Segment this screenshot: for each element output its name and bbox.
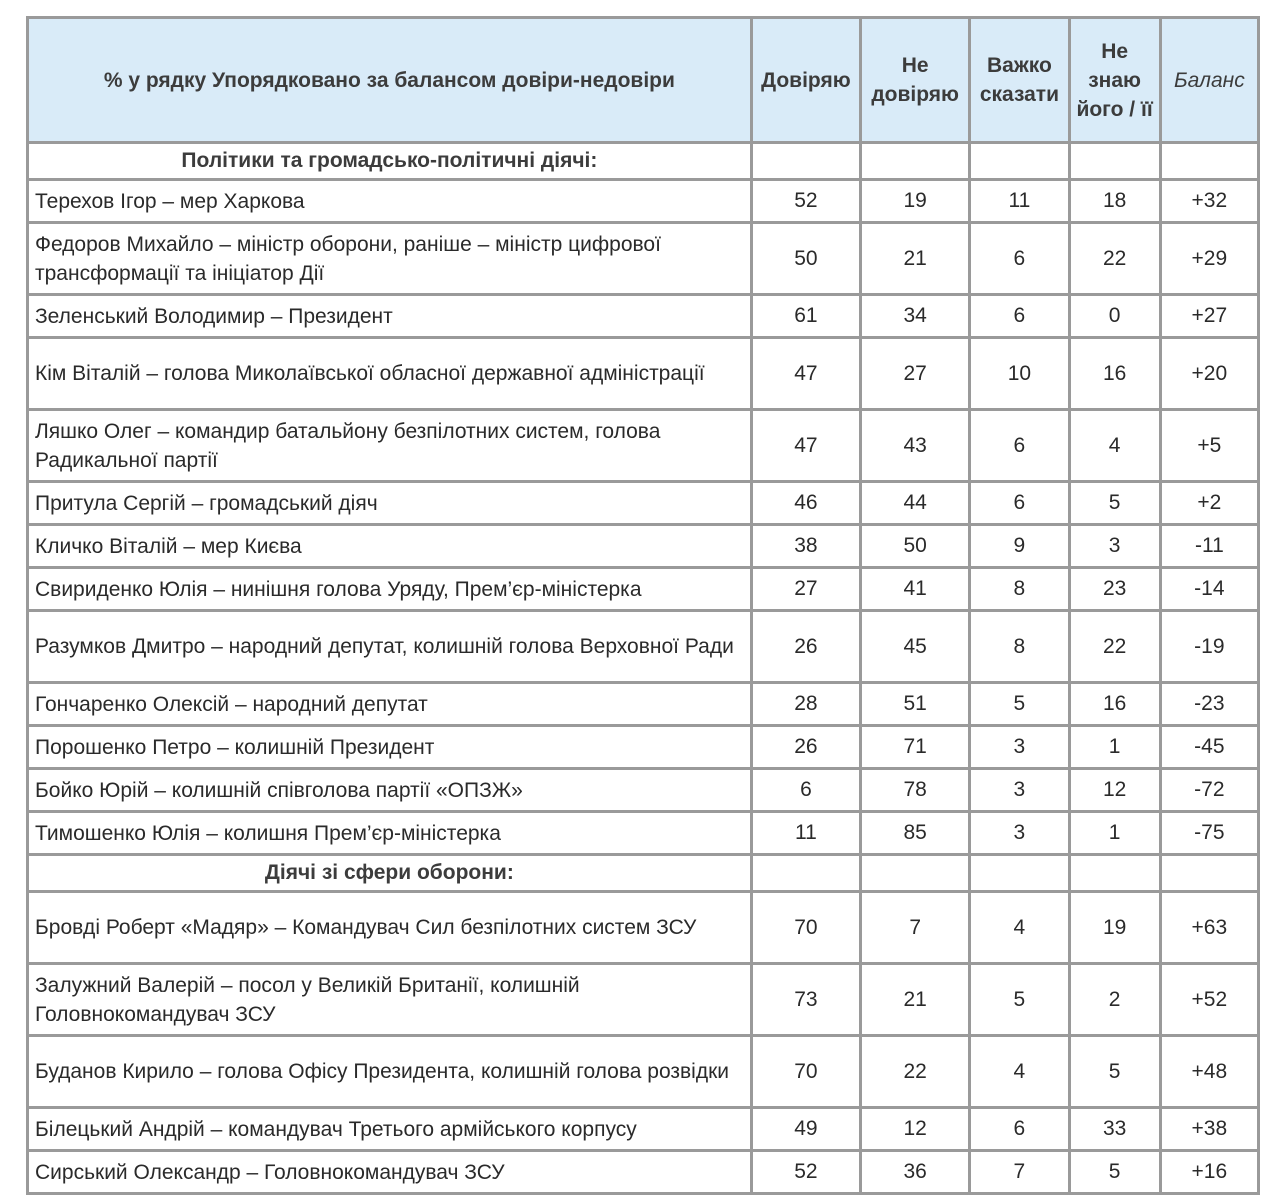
dont-know-cell: 19 <box>1071 893 1159 962</box>
table-row <box>29 893 1257 962</box>
dont-know-cell: 18 <box>1071 181 1159 221</box>
dont-know-header: Не знаю його / її <box>1071 19 1159 141</box>
table-row <box>29 339 1257 408</box>
dont-know-cell: 16 <box>1071 339 1159 408</box>
dont-know-cell: 5 <box>1071 483 1159 523</box>
distrust-cell: 21 <box>862 965 968 1034</box>
trust-cell: 49 <box>753 1109 859 1149</box>
distrust-cell: 71 <box>862 727 968 767</box>
dont-know-cell: 22 <box>1071 224 1159 293</box>
distrust-cell: 41 <box>862 569 968 609</box>
dont-know-cell: 1 <box>1071 813 1159 853</box>
balance-cell: -75 <box>1162 813 1257 853</box>
person-name-cell: Разумков Дмитро – народний депутат, колишній голова Верховної Ради <box>29 612 750 681</box>
dont-know-cell: 33 <box>1071 1109 1159 1149</box>
empty-cell <box>753 144 859 178</box>
balance-cell: -45 <box>1162 727 1257 767</box>
hard-to-say-cell: 8 <box>971 612 1067 681</box>
hard-to-say-cell: 5 <box>971 684 1067 724</box>
distrust-cell: 7 <box>862 893 968 962</box>
empty-cell <box>971 144 1067 178</box>
person-name-cell: Бойко Юрій – колишній співголова партії «ОПЗЖ» <box>29 770 750 810</box>
trust-cell: 28 <box>753 684 859 724</box>
hard-to-say-cell: 4 <box>971 893 1067 962</box>
section-title: Діячі зі сфери оборони: <box>29 856 750 890</box>
person-name-cell: Терехов Ігор – мер Харкова <box>29 181 750 221</box>
trust-cell: 47 <box>753 411 859 480</box>
person-name-cell: Білецький Андрій – командувач Третього армійського корпусу <box>29 1109 750 1149</box>
trust-cell: 26 <box>753 612 859 681</box>
balance-cell: +27 <box>1162 296 1257 336</box>
survey-table-container <box>26 16 1260 1195</box>
table-title-header: % у рядку Упорядковано за балансом довіри-недовіри <box>29 19 750 141</box>
hard-to-say-cell: 3 <box>971 727 1067 767</box>
dont-know-cell: 4 <box>1071 411 1159 480</box>
distrust-cell: 51 <box>862 684 968 724</box>
person-name-cell: Кличко Віталій – мер Києва <box>29 526 750 566</box>
balance-cell: +2 <box>1162 483 1257 523</box>
distrust-cell: 44 <box>862 483 968 523</box>
trust-header: Довіряю <box>753 19 859 141</box>
table-row <box>29 224 1257 293</box>
person-name-cell: Зеленський Володимир – Президент <box>29 296 750 336</box>
empty-cell <box>862 856 968 890</box>
person-name-cell: Порошенко Петро – колишній Президент <box>29 727 750 767</box>
hard-to-say-cell: 6 <box>971 483 1067 523</box>
person-name-cell: Ляшко Олег – командир батальйону безпілотних систем, голова Радикальної партії <box>29 411 750 480</box>
balance-cell: -19 <box>1162 612 1257 681</box>
distrust-cell: 19 <box>862 181 968 221</box>
hard-to-say-cell: 8 <box>971 569 1067 609</box>
trust-cell: 73 <box>753 965 859 1034</box>
hard-to-say-cell: 6 <box>971 411 1067 480</box>
hard-to-say-cell: 6 <box>971 1109 1067 1149</box>
table-row <box>29 296 1257 336</box>
dont-know-cell: 23 <box>1071 569 1159 609</box>
hard-to-say-cell: 6 <box>971 224 1067 293</box>
person-name-cell: Тимошенко Юлія – колишня Прем’єр-міністерка <box>29 813 750 853</box>
hard-to-say-cell: 9 <box>971 526 1067 566</box>
empty-cell <box>1071 856 1159 890</box>
table-row <box>29 526 1257 566</box>
distrust-cell: 36 <box>862 1152 968 1192</box>
table-row <box>29 813 1257 853</box>
distrust-cell: 21 <box>862 224 968 293</box>
table-body <box>29 144 1257 1192</box>
empty-cell <box>1162 856 1257 890</box>
table-row <box>29 612 1257 681</box>
trust-cell: 52 <box>753 1152 859 1192</box>
hard-to-say-header: Важко сказати <box>971 19 1067 141</box>
empty-cell <box>1071 144 1159 178</box>
distrust-cell: 85 <box>862 813 968 853</box>
balance-cell: -23 <box>1162 684 1257 724</box>
balance-cell: +20 <box>1162 339 1257 408</box>
header-row <box>29 19 1257 141</box>
table-row <box>29 1037 1257 1106</box>
table-row <box>29 181 1257 221</box>
distrust-cell: 34 <box>862 296 968 336</box>
table-row <box>29 411 1257 480</box>
table-row <box>29 1109 1257 1149</box>
balance-header: Баланс <box>1162 19 1257 141</box>
trust-cell: 6 <box>753 770 859 810</box>
empty-cell <box>862 144 968 178</box>
person-name-cell: Кім Віталій – голова Миколаївської обласної державної адміністрації <box>29 339 750 408</box>
trust-cell: 46 <box>753 483 859 523</box>
distrust-header: Не довіряю <box>862 19 968 141</box>
trust-cell: 50 <box>753 224 859 293</box>
distrust-cell: 50 <box>862 526 968 566</box>
trust-table <box>26 16 1260 1195</box>
balance-cell: +5 <box>1162 411 1257 480</box>
balance-cell: +32 <box>1162 181 1257 221</box>
balance-cell: -11 <box>1162 526 1257 566</box>
dont-know-cell: 0 <box>1071 296 1159 336</box>
table-row <box>29 965 1257 1034</box>
table-row <box>29 569 1257 609</box>
balance-cell: +16 <box>1162 1152 1257 1192</box>
distrust-cell: 22 <box>862 1037 968 1106</box>
dont-know-cell: 1 <box>1071 727 1159 767</box>
trust-cell: 70 <box>753 1037 859 1106</box>
person-name-cell: Федоров Михайло – міністр оборони, раніше – міністр цифрової трансформації та ініціатор Дії <box>29 224 750 293</box>
person-name-cell: Сирський Олександр – Головнокомандувач ЗСУ <box>29 1152 750 1192</box>
hard-to-say-cell: 5 <box>971 965 1067 1034</box>
balance-cell: +52 <box>1162 965 1257 1034</box>
trust-cell: 61 <box>753 296 859 336</box>
dont-know-cell: 5 <box>1071 1152 1159 1192</box>
person-name-cell: Свириденко Юлія – нинішня голова Уряду, Прем’єр-міністерка <box>29 569 750 609</box>
dont-know-cell: 22 <box>1071 612 1159 681</box>
section-row <box>29 856 1257 890</box>
distrust-cell: 27 <box>862 339 968 408</box>
dont-know-cell: 12 <box>1071 770 1159 810</box>
balance-cell: +38 <box>1162 1109 1257 1149</box>
dont-know-cell: 3 <box>1071 526 1159 566</box>
person-name-cell: Бровді Роберт «Мадяр» – Командувач Сил безпілотних систем ЗСУ <box>29 893 750 962</box>
section-row <box>29 144 1257 178</box>
trust-cell: 38 <box>753 526 859 566</box>
hard-to-say-cell: 11 <box>971 181 1067 221</box>
person-name-cell: Гончаренко Олексій – народний депутат <box>29 684 750 724</box>
dont-know-cell: 2 <box>1071 965 1159 1034</box>
person-name-cell: Притула Сергій – громадський діяч <box>29 483 750 523</box>
hard-to-say-cell: 7 <box>971 1152 1067 1192</box>
empty-cell <box>753 856 859 890</box>
table-row <box>29 770 1257 810</box>
trust-cell: 52 <box>753 181 859 221</box>
person-name-cell: Буданов Кирило – голова Офісу Президента, колишній голова розвідки <box>29 1037 750 1106</box>
balance-cell: +29 <box>1162 224 1257 293</box>
hard-to-say-cell: 6 <box>971 296 1067 336</box>
table-row <box>29 684 1257 724</box>
trust-cell: 11 <box>753 813 859 853</box>
trust-cell: 26 <box>753 727 859 767</box>
distrust-cell: 12 <box>862 1109 968 1149</box>
balance-cell: -14 <box>1162 569 1257 609</box>
section-title: Політики та громадсько-політичні діячі: <box>29 144 750 178</box>
trust-cell: 70 <box>753 893 859 962</box>
distrust-cell: 45 <box>862 612 968 681</box>
trust-cell: 27 <box>753 569 859 609</box>
table-row <box>29 727 1257 767</box>
table-row <box>29 483 1257 523</box>
dont-know-cell: 16 <box>1071 684 1159 724</box>
person-name-cell: Залужний Валерій – посол у Великій Британії, колишній Головнокомандувач ЗСУ <box>29 965 750 1034</box>
hard-to-say-cell: 10 <box>971 339 1067 408</box>
table-row <box>29 1152 1257 1192</box>
balance-cell: +63 <box>1162 893 1257 962</box>
dont-know-cell: 5 <box>1071 1037 1159 1106</box>
balance-cell: -72 <box>1162 770 1257 810</box>
balance-cell: +48 <box>1162 1037 1257 1106</box>
empty-cell <box>971 856 1067 890</box>
distrust-cell: 78 <box>862 770 968 810</box>
trust-cell: 47 <box>753 339 859 408</box>
distrust-cell: 43 <box>862 411 968 480</box>
empty-cell <box>1162 144 1257 178</box>
hard-to-say-cell: 3 <box>971 770 1067 810</box>
hard-to-say-cell: 3 <box>971 813 1067 853</box>
hard-to-say-cell: 4 <box>971 1037 1067 1106</box>
